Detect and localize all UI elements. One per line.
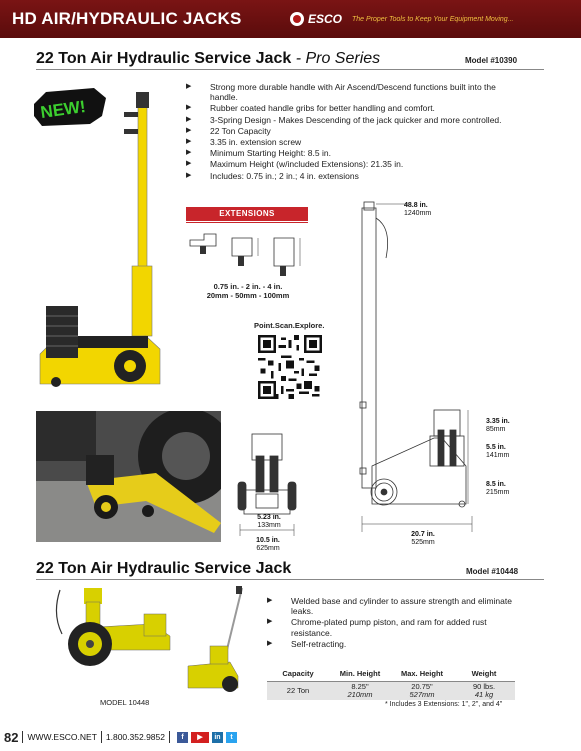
- qr-code[interactable]: [258, 335, 322, 399]
- brand-tagline: The Proper Tools to Keep Your Equipment Moving...: [352, 15, 514, 23]
- phone-number: 1.800.352.9852: [105, 732, 165, 742]
- dim-extension-screw: [486, 418, 510, 433]
- table-cell: [391, 682, 453, 701]
- dim-value-mm: 141mm: [486, 451, 510, 459]
- product2-model: Model #10448: [466, 567, 519, 576]
- qr-title: Point.Scan.Explore.: [254, 321, 325, 330]
- dim-value-mm: 85mm: [486, 425, 506, 433]
- extension-sizes-mm: 20mm - 50mm - 100mm: [206, 291, 290, 300]
- dim-value-in: 10.5 in.: [256, 537, 280, 544]
- feature-item: ▶ 3-Spring Design - Makes Descending of the jack quicker and more controlled.: [186, 115, 506, 125]
- dim-value-in: 48.8 in.: [404, 202, 428, 209]
- product1-in-use-photo: [36, 411, 221, 542]
- dim-value-in: 20.7 in.: [411, 531, 435, 538]
- extension-sizes: [198, 282, 298, 300]
- table-row: [267, 682, 515, 701]
- cell-value: 90 lbs.: [472, 682, 496, 691]
- product1-jack-image: [34, 84, 186, 394]
- jack-side-profile-diagram: [352, 198, 492, 538]
- product1-series: - Pro Series: [295, 50, 381, 67]
- product2-footnote: * Includes 3 Extensions: 1", 2", and 4": [385, 701, 503, 708]
- brand-name: ESCO: [308, 12, 343, 26]
- table-header: Capacity: [267, 666, 329, 682]
- page-category-title: HD AIR/HYDRAULIC JACKS: [12, 9, 242, 28]
- footer-separator: [101, 731, 102, 743]
- dim-value-mm: 525mm: [411, 538, 435, 546]
- dim-length: [398, 531, 448, 546]
- table-cell: [267, 682, 329, 701]
- dim-value-in: 8.5 in.: [486, 481, 506, 488]
- product2-feature-list: [267, 596, 517, 650]
- feature-item: ▶ 3.35 in. extension screw: [186, 137, 506, 147]
- dim-value-in: 5.23 in.: [257, 514, 281, 521]
- footer-separator: [22, 731, 23, 743]
- table-header: Max. Height: [391, 666, 453, 682]
- product2-jack-image: [52, 584, 252, 696]
- product1-title: [36, 50, 380, 68]
- dim-max-height: [404, 202, 431, 217]
- table-header-row: [267, 666, 515, 682]
- table-header: Min. Height: [329, 666, 391, 682]
- extensions-label: EXTENSIONS: [186, 207, 308, 221]
- feature-item: ▶ Self-retracting.: [267, 639, 517, 649]
- extension-sizes-in: 0.75 in. - 2 in. - 4 in.: [213, 282, 283, 291]
- product1-title-text: 22 Ton Air Hydraulic Service Jack: [36, 50, 292, 67]
- table-cell: [329, 682, 391, 701]
- feature-item: ▶ Includes: 0.75 in.; 2 in.; 4 in. extensions: [186, 171, 506, 181]
- twitter-icon[interactable]: t: [226, 732, 237, 743]
- facebook-icon[interactable]: f: [177, 732, 188, 743]
- table-cell: [453, 682, 515, 701]
- feature-item: ▶ Chrome-plated pump piston, and ram for added rust resistance.: [267, 617, 517, 637]
- dim-value-mm: 1240mm: [404, 209, 432, 217]
- product2-caption: MODEL 10448: [100, 698, 150, 707]
- website-link[interactable]: WWW.ESCO.NET: [27, 732, 97, 742]
- cell-subvalue: 41 kg: [474, 690, 494, 699]
- dim-value-mm: 215mm: [486, 488, 510, 496]
- page-footer: [0, 727, 581, 747]
- feature-item: ▶ Maximum Height (w/included Extensions): 21.35 in.: [186, 159, 506, 169]
- dim-width-outer: [248, 537, 288, 552]
- extensions-underline: [186, 222, 308, 223]
- extensions-diagram: [186, 228, 306, 278]
- cell-subvalue: 527mm: [409, 690, 435, 699]
- cell-subvalue: 210mm: [347, 690, 373, 699]
- feature-item: ▶ 22 Ton Capacity: [186, 126, 506, 136]
- linkedin-icon[interactable]: in: [212, 732, 223, 743]
- divider: [36, 69, 544, 70]
- esco-logo-icon: [290, 12, 304, 26]
- youtube-icon[interactable]: ▶: [191, 732, 209, 743]
- dim-value-in: 5.5 in.: [486, 444, 506, 451]
- dim-min-height: [486, 481, 509, 496]
- dim-width-inner: [254, 514, 284, 529]
- feature-item: ▶ Welded base and cylinder to assure strength and eliminate leaks.: [267, 596, 517, 616]
- footer-separator: [169, 731, 170, 743]
- product2-title: 22 Ton Air Hydraulic Service Jack: [36, 560, 292, 577]
- brand-logo: [290, 12, 514, 26]
- product1-feature-list: [186, 82, 506, 182]
- cell-value: 20.75": [411, 682, 433, 691]
- new-badge: NEW!: [39, 96, 87, 123]
- page-number: 82: [4, 729, 19, 745]
- dim-value-mm: 625mm: [256, 544, 280, 552]
- table-header: Weight: [453, 666, 515, 682]
- header-bar: [0, 0, 581, 38]
- feature-item: ▶ Rubber coated handle gribs for better handling and comfort.: [186, 103, 506, 113]
- cell-value: 8.25": [351, 682, 369, 691]
- feature-item: ▶ Strong more durable handle with Air Ascend/Descend functions built into the handle.: [186, 82, 506, 102]
- dim-5-5: [486, 444, 509, 459]
- product2-spec-table: [267, 666, 515, 700]
- cell-value: 22 Ton: [286, 686, 310, 695]
- dim-value-in: 3.35 in.: [486, 418, 510, 425]
- dim-value-mm: 133mm: [257, 521, 281, 529]
- divider: [36, 579, 544, 580]
- product1-model: Model #10390: [465, 56, 518, 65]
- feature-item: ▶ Minimum Starting Height: 8.5 in.: [186, 148, 506, 158]
